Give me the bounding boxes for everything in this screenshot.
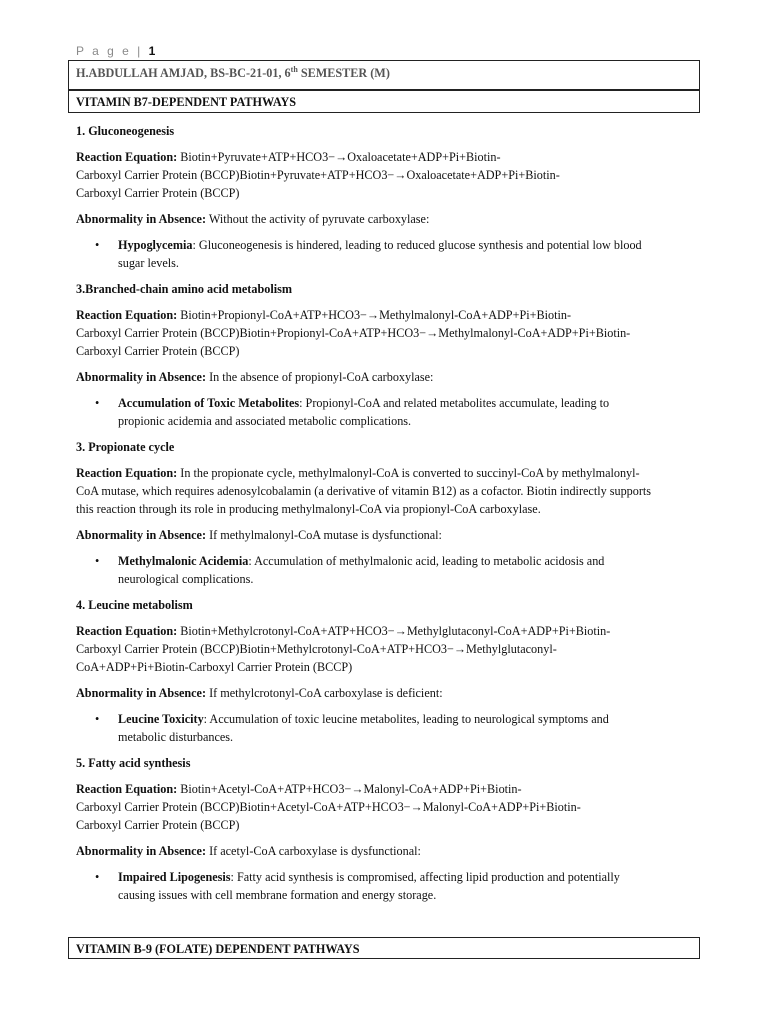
reaction-label: Reaction Equation: [76,466,178,480]
abnormality-bullet [76,710,696,746]
author-sup: th [290,65,298,74]
bullet-icon: • [95,870,100,884]
bullet-icon: • [95,712,100,726]
abnormality-text: If methylmalonyl-CoA mutase is dysfunctional: [206,528,442,542]
bullet-line: metabolic disturbances. [118,730,234,744]
abnormality-statement [76,684,696,702]
bullet-line: neurological complications. [118,572,254,586]
reaction-line: Carboxyl Carrier Protein (BCCP) [76,344,240,358]
bullet-term: Leucine Toxicity [118,712,204,726]
author-header-box [68,60,700,90]
section-title-b9: VITAMIN B-9 (FOLATE) DEPENDENT PATHWAYS [68,937,700,959]
abnormality-statement [76,368,696,386]
pathway-heading: 3.Branched-chain amino acid metabolism [76,282,292,296]
bullet-line: propionic acidemia and associated metabolic complications. [118,414,412,428]
reaction-label: Reaction Equation: [76,782,178,796]
bullet-line: : Accumulation of toxic leucine metabolites, leading to neurological symptoms and [203,712,609,726]
bullet-line: : Accumulation of methylmalonic acid, leading to metabolic acidosis and [248,554,605,568]
abnormality-text: In the absence of propionyl-CoA carboxylase: [206,370,434,384]
abnormality-text: If acetyl-CoA carboxylase is dysfunctional: [206,844,421,858]
reaction-label: Reaction Equation: [76,624,178,638]
reaction-line: Carboxyl Carrier Protein (BCCP)Biotin+Pyruvate+ATP+HCO3−→Oxaloacetate+ADP+Pi+Biotin- [76,168,560,182]
reaction-label: Reaction Equation: [76,308,178,322]
abnormality-label: Abnormality in Absence: [76,686,207,700]
pathway-heading: 1. Gluconeogenesis [76,124,175,138]
bullet-term: Accumulation of Toxic Metabolites [118,396,300,410]
bullet-icon: • [95,396,100,410]
abnormality-text: If methylcrotonyl-CoA carboxylase is deficient: [206,686,443,700]
abnormality-bullet [76,868,696,904]
reaction-line: Carboxyl Carrier Protein (BCCP) [76,186,240,200]
bullet-icon: • [95,238,100,252]
reaction-line: In the propionate cycle, methylmalonyl-CoA is converted to succinyl-CoA by methylmalonyl- [177,466,640,480]
pathway-heading: 3. Propionate cycle [76,440,175,454]
bullet-line: causing issues with cell membrane formation and energy storage. [118,888,437,902]
section-title-b7: VITAMIN B7-DEPENDENT PATHWAYS [68,90,700,113]
abnormality-statement [76,842,696,860]
abnormality-statement [76,526,696,544]
abnormality-statement [76,210,696,228]
reaction-label: Reaction Equation: [76,150,178,164]
page-number: 1 [148,44,156,58]
pathway-heading: 5. Fatty acid synthesis [76,756,191,770]
reaction-line: Biotin+Pyruvate+ATP+HCO3−→Oxaloacetate+ADP+Pi+Biotin- [177,150,501,164]
reaction-equation [76,148,696,202]
reaction-line: CoA mutase, which requires adenosylcobalamin (a derivative of vitamin B12) as a cofactor. Biotin indirectly supports [76,484,652,498]
reaction-equation [76,464,696,518]
reaction-line: Carboxyl Carrier Protein (BCCP)Biotin+Propionyl-CoA+ATP+HCO3−→Methylmalonyl-CoA+ADP+Pi+Biotin- [76,326,631,340]
reaction-line: Carboxyl Carrier Protein (BCCP)Biotin+Methylcrotonyl-CoA+ATP+HCO3−→Methylglutaconyl- [76,642,557,656]
abnormality-label: Abnormality in Absence: [76,370,207,384]
abnormality-bullet [76,394,696,430]
bullet-term: Hypoglycemia [118,238,193,252]
bullet-line: sugar levels. [118,256,179,270]
bullet-icon: • [95,554,100,568]
page-number-label [76,44,155,58]
abnormality-label: Abnormality in Absence: [76,212,207,226]
pathways-content [76,122,696,912]
author-prefix: H.ABDULLAH AMJAD, BS-BC-21-01, 6 [76,66,291,81]
reaction-line: Biotin+Acetyl-CoA+ATP+HCO3−→Malonyl-CoA+ADP+Pi+Biotin- [177,782,522,796]
reaction-line: Biotin+Propionyl-CoA+ATP+HCO3−→Methylmalonyl-CoA+ADP+Pi+Biotin- [177,308,572,322]
reaction-line: this reaction through its role in producing methylmalonyl-CoA via propionyl-CoA carboxylase. [76,502,541,516]
reaction-equation [76,622,696,676]
bullet-term: Methylmalonic Acidemia [118,554,249,568]
reaction-line: CoA+ADP+Pi+Biotin-Carboxyl Carrier Protein (BCCP) [76,660,353,674]
reaction-line: Carboxyl Carrier Protein (BCCP) [76,818,240,832]
reaction-equation [76,780,696,834]
abnormality-label: Abnormality in Absence: [76,528,207,542]
bullet-term: Impaired Lipogenesis [118,870,231,884]
bullet-line: : Fatty acid synthesis is compromised, affecting lipid production and potentially [230,870,620,884]
page-label: P a g e | [76,44,143,58]
reaction-equation [76,306,696,360]
reaction-line: Carboxyl Carrier Protein (BCCP)Biotin+Acetyl-CoA+ATP+HCO3−→Malonyl-CoA+ADP+Pi+Biotin- [76,800,581,814]
bullet-line: : Gluconeogenesis is hindered, leading to reduced glucose synthesis and potential low blood [192,238,642,252]
abnormality-bullet [76,552,696,588]
bullet-line: : Propionyl-CoA and related metabolites accumulate, leading to [299,396,610,410]
author-suffix: SEMESTER (M) [297,66,390,81]
pathway-heading: 4. Leucine metabolism [76,598,193,612]
reaction-line: Biotin+Methylcrotonyl-CoA+ATP+HCO3−→Methylglutaconyl-CoA+ADP+Pi+Biotin- [177,624,611,638]
abnormality-text: Without the activity of pyruvate carboxylase: [206,212,430,226]
abnormality-label: Abnormality in Absence: [76,844,207,858]
abnormality-bullet [76,236,696,272]
